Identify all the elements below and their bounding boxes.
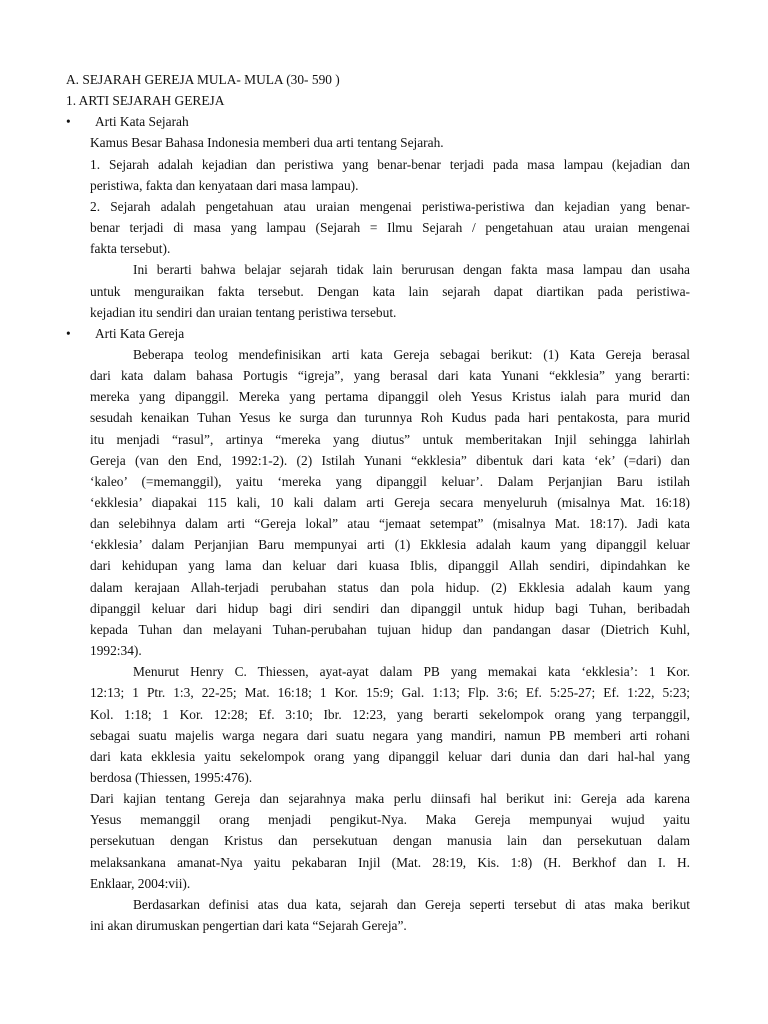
text-line: persekutuan dengan Kristus dan persekutuan dengan manusia lain dan persekutuan dalam <box>90 833 690 849</box>
text-line: melaksankana amanat-Nya yaitu pekabaran Injil (Mat. 28:19, Kis. 1:8) (H. Berkhof dan I. H. <box>90 854 690 870</box>
text-line: benar terjadi di masa yang lampau (Sejarah = Ilmu Sejarah / pengetahuan atau uraian mengenai <box>90 220 690 236</box>
text-line: Dari kajian tentang Gereja dan sejarahnya maka perlu diinsafi hal berikut ini: Gereja ada karena <box>90 791 690 807</box>
text-line: 1992:34). <box>90 643 142 659</box>
text-line: ‘ekklesia’ diapakai 115 kali, 10 kali dalam arti Gereja secara menyeluruh (misalnya Mat. 16:18) <box>90 495 690 510</box>
text-line: dan selebihnya dalam arti “Gereja lokal” atau “jemaat setempat” (misalnya Mat. 18:17). Jadi kata <box>90 516 690 532</box>
text-line: untuk menguraikan fakta tersebut. Dengan kata lain sejarah dapat diartikan pada peristiwa- <box>90 283 690 299</box>
text-line: Kamus Besar Bahasa Indonesia memberi dua arti tentang Sejarah. <box>90 135 444 151</box>
text-line: Beberapa teolog mendefinisikan arti kata Gereja sebagai berikut: (1) Kata Gereja berasal <box>133 346 690 362</box>
text-line: Enklaar, 2004:vii). <box>90 875 191 891</box>
text-line: kejadian itu sendiri dan uraian tentang peristiwa tersebut. <box>90 304 397 320</box>
text-line: fakta tersebut). <box>90 241 171 257</box>
text-line: ini akan dirumuskan pengertian dari kata “Sejarah Gereja”. <box>90 918 407 933</box>
text-line: dari kehidupan yang lama dan keluar dari kuasa Iblis, dipanggil Allah sendiri, dipindahkan ke <box>90 558 690 574</box>
text-line: dari kata dalam bahasa Portugis “igreja”, yang berasal dari kata Yunani “ekklesia” yang berarti: <box>90 368 690 384</box>
bullet-icon: • <box>66 114 71 130</box>
section-heading: A. SEJARAH GEREJA MULA- MULA (30- 590 ) <box>66 72 340 87</box>
text-line: Berdasarkan definisi atas dua kata, sejarah dan Gereja seperti tersebut di atas maka berikut <box>133 896 690 912</box>
text-line: peristiwa, fakta dan kenyataan dari masa lampau). <box>90 177 359 193</box>
text-line: Yesus memanggil orang menjadi pengikut-Nya. Maka Gereja mempunyai wujud yaitu <box>90 812 690 828</box>
text-line: berdosa (Thiessen, 1995:476). <box>90 769 253 785</box>
text-line: 12:13; 1 Ptr. 1:3, 22-25; Mat. 16:18; 1 Kor. 15:9; Gal. 1:13; Flp. 3:6; Ef. 5:25-27; Ef. 1:22, 5:23; <box>90 685 690 701</box>
text-line: 2. Sejarah adalah pengetahuan atau uraian mengenai peristiwa-peristiwa dan kejadian yang benar- <box>90 198 690 214</box>
text-line: Ini berarti bahwa belajar sejarah tidak lain berurusan dengan fakta masa lampau dan usaha <box>133 262 690 278</box>
text-line: ‘kaleo’ (=memanggil), yaitu ‘mereka yang dipanggil keluar’. Dalam Perjanjian Baru istilah <box>90 473 690 489</box>
text-line: dalam kerajaan Allah-terjadi perubahan status dan pola hidup. (2) Ekklesia adalah kaum yang <box>90 579 690 595</box>
text-line: sebagai suatu majelis warga negara dari suatu negara yang mandiri, namun PB memberi arti rohani <box>90 727 690 743</box>
text-line: kepada Tuhan dan melayani Tuhan-perubahan tujuan hidup dan pandangan dasar (Dietrich Kuhl, <box>90 621 690 637</box>
text-line: itu menjadi “rasul”, artinya “mereka yang diutus” untuk memberitakan Injil sehingga lahirlah <box>90 431 690 447</box>
text-line: mereka yang dipanggil. Mereka yang pertama dipanggil oleh Yesus Kristus ialah para murid dan <box>90 389 690 405</box>
section-heading: 1. ARTI SEJARAH GEREJA <box>66 93 225 109</box>
bullet-icon: • <box>66 325 71 341</box>
text-line: sesudah kenaikan Tuhan Yesus ke surga dan turunnya Roh Kudus pada hari pentakosta, para murid <box>90 410 690 426</box>
text-line: ‘ekklesia’ dalam Perjanjian Baru mempunyai arti (1) Ekklesia adalah kaum yang dipanggil keluar <box>90 537 690 553</box>
text-line: Gereja (van den End, 1992:1-2). (2) Istilah Yunani “ekklesia” dibentuk dari kata ‘ek’ (=dari) dan <box>90 452 690 468</box>
text-line: Menurut Henry C. Thiessen, ayat-ayat dalam PB yang memakai kata ‘ekklesia’: 1 Kor. <box>133 664 690 680</box>
text-line: 1. Sejarah adalah kejadian dan peristiwa yang benar-benar terjadi pada masa lampau (kejadian dan <box>90 156 690 172</box>
bullet-heading: Arti Kata Sejarah <box>95 114 189 130</box>
text-line: dipanggil keluar dari hidup bagi diri sendiri dan dipanggil untuk hidup bagi Tuhan, beribadah <box>90 600 690 616</box>
text-line: Kol. 1:18; 1 Kor. 12:28; Ef. 3:10; Ibr. 12:23, yang berarti sekelompok orang yang terpanggil, <box>90 706 690 722</box>
text-line: dari kata ekklesia yaitu sekelompok orang yang dipanggil keluar dari dunia dan dari hal-hal yang <box>90 748 690 764</box>
bullet-heading: Arti Kata Gereja <box>95 325 185 341</box>
